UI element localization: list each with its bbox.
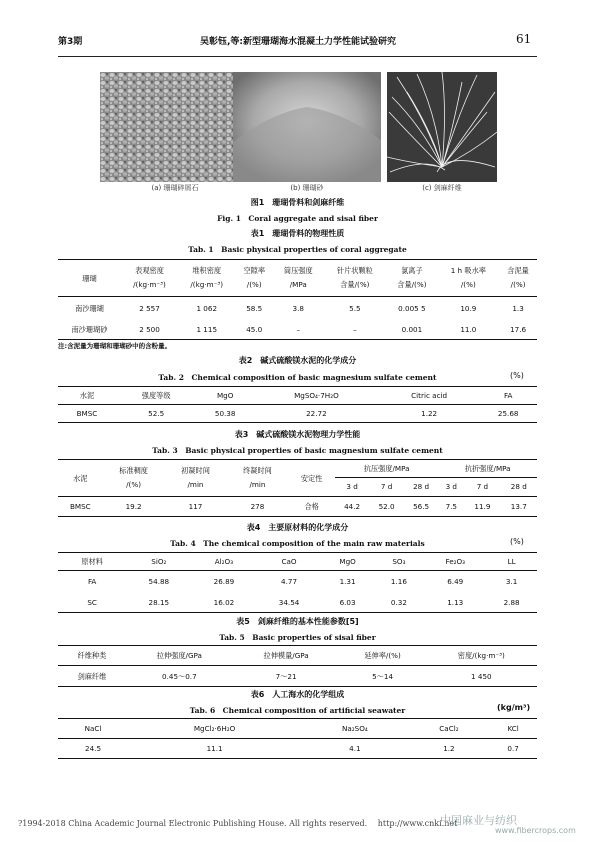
table-cell: 3.8	[292, 303, 304, 313]
table-cell: 22.72	[306, 409, 327, 418]
table4-unit: (%)	[510, 537, 524, 546]
table-cell: 2 500	[139, 324, 160, 334]
issue-number: 第3期	[58, 37, 83, 47]
table5	[58, 645, 537, 687]
table-cell: 45.0	[246, 324, 263, 334]
coral-gravel-photo	[100, 72, 250, 182]
table-row	[58, 297, 537, 320]
table-cell: –	[353, 324, 357, 334]
table-cell: 52.5	[148, 409, 165, 418]
table-cell: SC	[87, 597, 97, 607]
table1-header: 含泥量	[507, 266, 529, 276]
table1-unit: /(%)	[460, 279, 476, 289]
table-cell: 1.3	[512, 303, 524, 313]
table4	[58, 552, 537, 613]
table-cell: –	[296, 324, 301, 334]
table3-header: 标准稠度	[119, 465, 148, 475]
table2-header: Citric acid	[411, 391, 448, 400]
table3-unit: /min	[187, 480, 204, 490]
subcaption-b: (b) 珊瑚砂	[290, 184, 324, 192]
table-cell: 5.5	[349, 303, 361, 313]
header-rule	[58, 56, 537, 57]
table4-header: 原材料	[81, 557, 103, 566]
table-cell: 26.89	[213, 577, 235, 586]
table-cell: 11.0	[460, 324, 477, 334]
table-row	[58, 592, 537, 613]
table2-header: MgO	[216, 391, 234, 400]
table-cell: 117	[188, 502, 203, 511]
table-cell: 17.6	[510, 324, 527, 334]
table-cell: 5～14	[372, 671, 394, 681]
table1-header: 珊瑚	[58, 260, 121, 297]
table-cell: 7.5	[445, 502, 458, 511]
table3-age: 28 d	[413, 482, 430, 492]
table1-header: 堆积密度	[192, 266, 222, 276]
table6-header: MgCl₂·6H₂O	[193, 724, 236, 733]
table-row	[58, 405, 537, 423]
table-cell: 19.2	[125, 502, 142, 511]
table-cell: 28.15	[148, 597, 170, 607]
table4-header: MgO	[339, 557, 356, 566]
coral-sand-photo	[233, 72, 381, 182]
table3-header: 初凝时间	[181, 465, 210, 475]
table-cell: 52.0	[378, 502, 395, 511]
table6-header: Na₂SO₄	[341, 724, 368, 733]
table-cell: 6.49	[447, 577, 464, 586]
table1-unit: /MPa	[289, 279, 307, 289]
table1-unit: /(%)	[246, 279, 262, 289]
table1-unit: /(kg·m⁻³)	[190, 279, 224, 289]
table3-header: 抗压强度/MPa	[335, 460, 438, 478]
table2-header: 水泥	[79, 391, 95, 400]
table-cell: 278	[250, 502, 265, 511]
table-cell: 1 062	[196, 303, 218, 313]
table3-header: 抗折强度/MPa	[438, 460, 537, 478]
table3-header: 安定性	[288, 460, 334, 497]
table4-title-en: Tab. 4 The chemical composition of the main raw materials	[170, 539, 425, 548]
table3-age: 3 d	[445, 482, 457, 492]
table6-header: CaCl₂	[439, 724, 459, 733]
table1-unit: /(%)	[510, 279, 526, 289]
table-cell: 7～21	[275, 671, 297, 681]
table-cell: 11.1	[206, 744, 223, 753]
table5-header: 拉伸模量/GPa	[263, 651, 309, 660]
table3-header: 水泥	[58, 460, 103, 497]
table6-title-en: Tab. 6 Chemical composition of artificial seawater	[189, 706, 406, 715]
sisal-fiber-photo	[387, 72, 497, 182]
table-cell: 10.9	[460, 303, 477, 313]
table-row	[58, 497, 537, 517]
table4-header: Fe₂O₃	[445, 557, 466, 566]
table3	[58, 459, 537, 517]
table-cell: 58.5	[246, 303, 263, 313]
table-row	[58, 571, 537, 593]
watermark-url: www.fibercrops.com	[495, 826, 576, 835]
table-cell: 3.1	[505, 577, 518, 586]
table5-header: 延伸率/(%)	[364, 651, 401, 660]
table-cell: 1.16	[390, 577, 407, 586]
table1-title-zh: 表1 珊瑚骨料的物理性质	[250, 229, 345, 238]
table2-header: MgSO₄·7H₂O	[294, 391, 339, 400]
table6-header: KCl	[507, 724, 519, 733]
table1-unit: 含量/(%)	[340, 279, 370, 289]
table-cell: 0.005 5	[398, 303, 426, 313]
table3-age: 3 d	[346, 482, 358, 492]
table-cell: 56.5	[413, 502, 430, 511]
table3-age: 28 d	[510, 482, 527, 492]
table6-title-zh: 表6 人工海水的化学组成	[250, 690, 345, 699]
table-cell: 11.9	[474, 502, 491, 511]
table6-unit: (kg/m³)	[497, 703, 531, 712]
table1-unit: 含量/(%)	[397, 279, 427, 289]
table-cell: BMSC	[76, 409, 98, 418]
table4-header: LL	[507, 557, 516, 566]
table-cell: 2.88	[503, 597, 520, 607]
table4-header: CaO	[281, 557, 297, 566]
table2-header: FA	[504, 391, 513, 400]
table1-header: 表观密度	[135, 266, 164, 276]
table-cell: 1.2	[443, 744, 455, 753]
table-cell: FA	[87, 577, 97, 586]
table3-title-en: Tab. 3 Basic physical properties of basic magnesium sulfate cement	[152, 446, 443, 455]
table-cell: 50.38	[214, 409, 236, 418]
table3-unit: /min	[249, 480, 266, 490]
table2-header: 强度等级	[141, 391, 171, 400]
table-row	[58, 319, 537, 340]
table4-header: SO₃	[392, 557, 406, 566]
table1-header: 针片状颗粒	[336, 266, 373, 276]
table5-header: 密度/(kg·m⁻³)	[457, 651, 505, 660]
table2-unit: (%)	[510, 371, 524, 380]
table3-age: 7 d	[476, 482, 489, 492]
table4-header: SiO₂	[151, 557, 167, 566]
table-cell: 13.7	[510, 502, 527, 511]
table2-title-en: Tab. 2 Chemical composition of basic magnesium sulfate cement	[158, 373, 437, 382]
watermark-text: 中国麻业与纺织	[440, 814, 517, 827]
table-cell: 0.45～0.7	[162, 671, 197, 681]
table1	[58, 259, 537, 340]
table-cell: 44.2	[344, 502, 361, 511]
table-cell: 24.5	[85, 744, 102, 753]
page-number: 61	[516, 32, 532, 46]
table4-header: Al₂O₃	[214, 557, 234, 566]
table-cell: 南沙珊瑚	[75, 303, 104, 313]
table4-title-zh: 表4 主要原材料的化学成分	[246, 523, 349, 532]
table5-header: 纤维种类	[77, 651, 107, 660]
table-cell: 1.13	[447, 597, 464, 607]
table-cell: 1 450	[471, 671, 492, 681]
table-cell: BMSC	[69, 502, 91, 511]
table-cell: 南沙珊瑚砂	[71, 324, 108, 334]
running-title: 吴彰钰,等:新型珊瑚海水混凝土力学性能试验研究	[200, 37, 397, 47]
table-cell: 6.03	[339, 597, 356, 607]
table-row	[58, 666, 537, 687]
table5-title-en: Tab. 5 Basic properties of sisal fiber	[219, 633, 376, 642]
table1-header: 空隙率	[243, 266, 266, 276]
table3-age: 7 d	[380, 482, 393, 492]
table5-header: 拉伸强度/GPa	[156, 651, 202, 660]
table2	[58, 386, 537, 423]
table-cell: 合格	[304, 502, 319, 511]
table-row	[58, 739, 537, 759]
figure1-caption-zh: 图1 珊瑚骨料和剑麻纤维	[250, 198, 345, 207]
table-cell: 剑麻纤维	[77, 671, 107, 681]
table1-header: 氯离子	[401, 266, 423, 276]
table3-title-zh: 表3 碱式硫酸镁水泥物理力学性能	[234, 430, 361, 439]
table-cell: 1.22	[421, 409, 438, 418]
table-cell: 54.88	[148, 577, 170, 586]
table-cell: 1 115	[196, 324, 218, 334]
table1-header: 筒压强度	[283, 266, 313, 276]
table-cell: 16.02	[213, 597, 235, 607]
table-cell: 2 557	[139, 303, 160, 313]
table-cell: 0.32	[390, 597, 407, 607]
table-cell: 1.31	[339, 577, 356, 586]
table6-header: NaCl	[84, 724, 102, 733]
subcaption-c: (c) 剑麻纤维	[422, 184, 462, 192]
subcaption-a: (a) 珊瑚碎屑石	[151, 184, 199, 192]
table-cell: 0.7	[507, 744, 519, 753]
table1-note: 注:含泥量为珊瑚和珊瑚砂中的含粉量。	[58, 342, 172, 350]
table5-title-zh: 表5 剑麻纤维的基本性能参数[5]	[236, 617, 359, 626]
table1-unit: /(kg·m⁻³)	[133, 279, 166, 289]
table3-header: 终凝时间	[243, 465, 272, 475]
table-cell: 34.54	[278, 597, 300, 607]
copyright-footer: ?1994-2018 China Academic Journal Electronic Publishing House. All rights reserved. http://www.cnki.net	[18, 819, 458, 828]
table1-header: 1 h 吸水率	[450, 266, 486, 276]
table-cell: 4.77	[281, 577, 298, 586]
table1-title-en: Tab. 1 Basic physical properties of coral aggregate	[188, 245, 407, 254]
figure1-caption-en: Fig. 1 Coral aggregate and sisal fiber	[217, 214, 378, 223]
table-cell: 0.001	[401, 324, 423, 334]
table6	[58, 718, 537, 759]
table-cell: 25.68	[497, 409, 519, 418]
table3-unit: /(%)	[126, 480, 141, 490]
table2-title-zh: 表2 碱式硫酸镁水泥的化学成分	[238, 356, 357, 365]
table-cell: 4.1	[349, 744, 361, 753]
